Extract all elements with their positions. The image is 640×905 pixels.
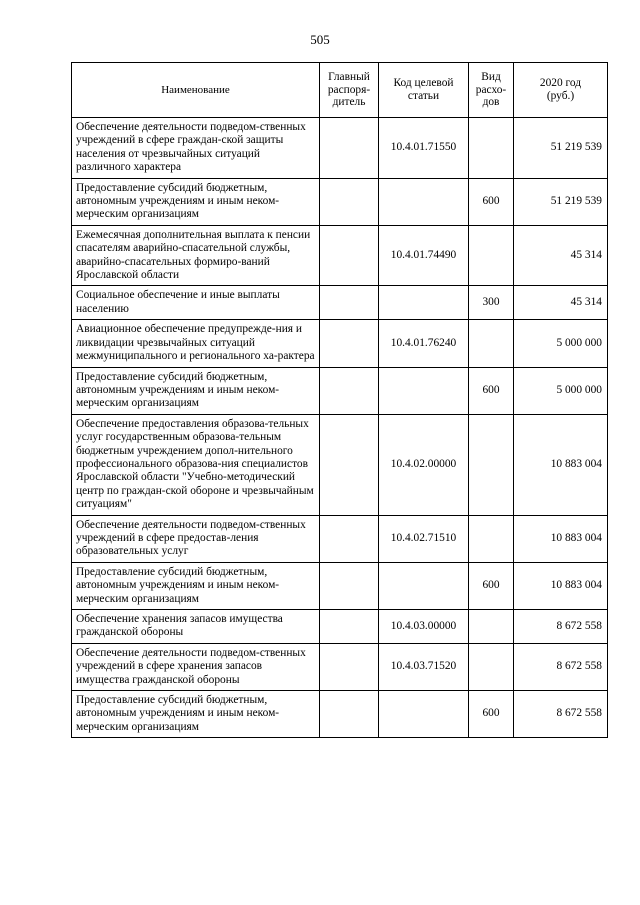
row-name: Социальное обеспечение и иные выплаты населению xyxy=(72,286,320,320)
row-grbs xyxy=(320,610,379,644)
row-grbs xyxy=(320,562,379,609)
row-grbs xyxy=(320,515,379,562)
row-expense-type: 600 xyxy=(469,178,514,225)
row-expense-type xyxy=(469,118,514,179)
row-expense-type xyxy=(469,515,514,562)
row-amount: 8 672 558 xyxy=(514,610,608,644)
row-expense-type: 600 xyxy=(469,691,514,738)
row-expense-type: 600 xyxy=(469,562,514,609)
row-grbs xyxy=(320,643,379,690)
row-name: Ежемесячная дополнительная выплата к пенсии спасателям аварийно-спасательной службы, аварийно-спасательных формиро-ваний Ярославской области xyxy=(72,225,320,286)
row-name: Предоставление субсидий бюджетным, автономным учреждениям и иным неком-мерческим организациям xyxy=(72,178,320,225)
row-grbs xyxy=(320,691,379,738)
table-row xyxy=(72,367,608,414)
budget-table xyxy=(71,62,608,738)
row-amount: 10 883 004 xyxy=(514,414,608,515)
row-grbs xyxy=(320,367,379,414)
row-code: 10.4.03.00000 xyxy=(379,610,469,644)
row-name: Предоставление субсидий бюджетным, автономным учреждениям и иным неком-мерческим организациям xyxy=(72,367,320,414)
column-header-grbs: Главный распоря- дитель xyxy=(320,63,379,118)
row-grbs xyxy=(320,414,379,515)
row-name: Обеспечение деятельности подведом-ственных учреждений в сфере предостав-ления образовательных услуг xyxy=(72,515,320,562)
table-row xyxy=(72,118,608,179)
row-expense-type: 600 xyxy=(469,367,514,414)
row-grbs xyxy=(320,320,379,367)
table-row xyxy=(72,643,608,690)
row-amount: 51 219 539 xyxy=(514,178,608,225)
row-grbs xyxy=(320,225,379,286)
row-name: Обеспечение деятельности подведом-ственных учреждений в сфере граждан-ской защиты населения от чрезвычайных ситуаций различного характера xyxy=(72,118,320,179)
table-header-row xyxy=(72,63,608,118)
row-amount: 8 672 558 xyxy=(514,643,608,690)
row-amount: 10 883 004 xyxy=(514,515,608,562)
table-row xyxy=(72,225,608,286)
row-code xyxy=(379,562,469,609)
row-code: 10.4.02.71510 xyxy=(379,515,469,562)
column-header-amount: 2020 год (руб.) xyxy=(514,63,608,118)
row-amount: 45 314 xyxy=(514,225,608,286)
row-grbs xyxy=(320,178,379,225)
row-code: 10.4.01.74490 xyxy=(379,225,469,286)
row-code: 10.4.02.00000 xyxy=(379,414,469,515)
row-grbs xyxy=(320,286,379,320)
row-name: Авиационное обеспечение предупрежде-ния и ликвидации чрезвычайных ситуаций межмуниципального и регионального ха-рактера xyxy=(72,320,320,367)
row-amount: 51 219 539 xyxy=(514,118,608,179)
row-amount: 5 000 000 xyxy=(514,367,608,414)
row-amount: 8 672 558 xyxy=(514,691,608,738)
row-name: Предоставление субсидий бюджетным, автономным учреждениям и иным неком-мерческим организациям xyxy=(72,691,320,738)
row-code: 10.4.01.76240 xyxy=(379,320,469,367)
column-header-code: Код целевой статьи xyxy=(379,63,469,118)
row-code xyxy=(379,691,469,738)
row-name: Обеспечение предоставления образова-тельных услуг государственным образова-тельным бюджетным учреждением допол-нительного профессионального образова-ния специалистов Ярославской области "Учебно-методический центр по граждан-ской обороне и чрезвычайным ситуациям" xyxy=(72,414,320,515)
column-header-name: Наименование xyxy=(72,63,320,118)
table-row xyxy=(72,515,608,562)
row-expense-type: 300 xyxy=(469,286,514,320)
table-row xyxy=(72,414,608,515)
table-row xyxy=(72,178,608,225)
column-header-expense-type: Вид расхо- дов xyxy=(469,63,514,118)
row-expense-type xyxy=(469,643,514,690)
row-name: Обеспечение деятельности подведом-ственных учреждений в сфере хранения запасов имущества гражданской обороны xyxy=(72,643,320,690)
row-grbs xyxy=(320,118,379,179)
row-code xyxy=(379,178,469,225)
row-amount: 45 314 xyxy=(514,286,608,320)
table-row xyxy=(72,691,608,738)
row-code xyxy=(379,367,469,414)
row-amount: 5 000 000 xyxy=(514,320,608,367)
table-row xyxy=(72,320,608,367)
page-number: 505 xyxy=(310,32,330,47)
table-body xyxy=(72,118,608,738)
row-code xyxy=(379,286,469,320)
row-expense-type xyxy=(469,610,514,644)
table-row xyxy=(72,610,608,644)
row-code: 10.4.01.71550 xyxy=(379,118,469,179)
row-expense-type xyxy=(469,225,514,286)
row-amount: 10 883 004 xyxy=(514,562,608,609)
row-expense-type xyxy=(469,414,514,515)
row-code: 10.4.03.71520 xyxy=(379,643,469,690)
table-row xyxy=(72,286,608,320)
row-name: Предоставление субсидий бюджетным, автономным учреждениям и иным неком-мерческим организациям xyxy=(72,562,320,609)
row-expense-type xyxy=(469,320,514,367)
row-name: Обеспечение хранения запасов имущества гражданской обороны xyxy=(72,610,320,644)
table-row xyxy=(72,562,608,609)
